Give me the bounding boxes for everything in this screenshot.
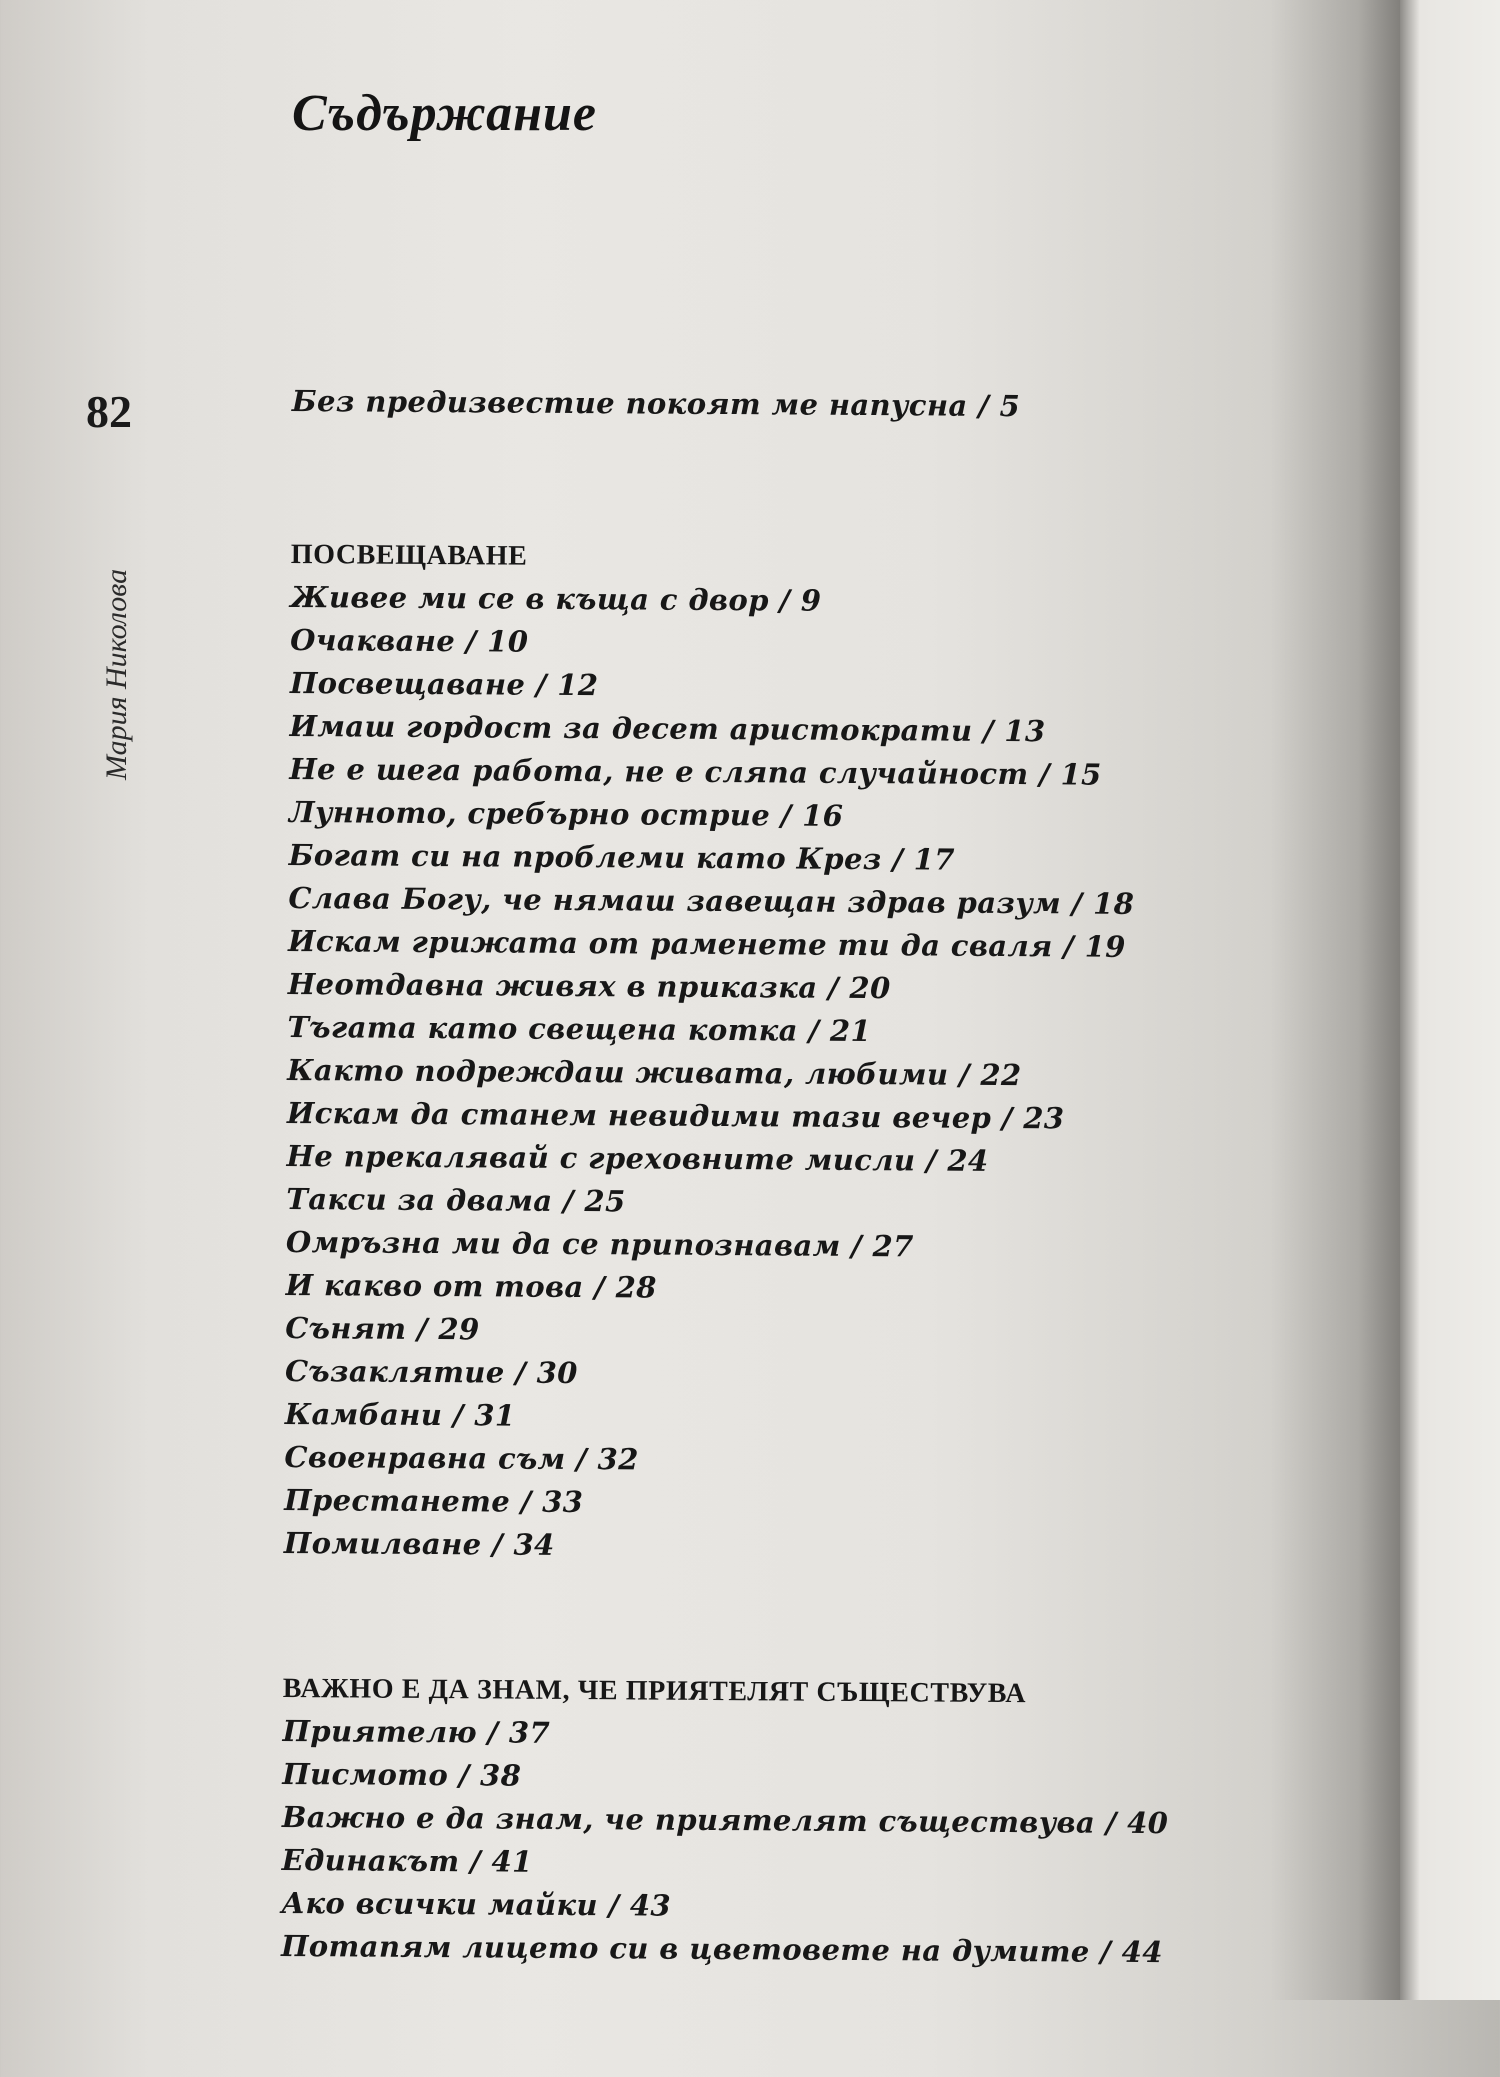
facing-page-edge [1400, 0, 1500, 2000]
toc-entry: Живее ми се в къща с двор / 9 [290, 579, 822, 618]
toc-entry: Потапям лицето си в цветовете на думите / 44 [280, 1928, 1163, 1970]
toc-entry: Омръзна ми да се припознавам / 27 [285, 1224, 914, 1264]
author-name: Мария Николова [100, 568, 133, 780]
toc-entry: Искам грижата от раменете ти да сваля / 19 [287, 923, 1126, 964]
toc-entry: Неотдавна живях в приказка / 20 [287, 966, 891, 1006]
page-number: 82 [86, 386, 132, 437]
toc-section-vazhno-e-da-znam [281, 1667, 1283, 1975]
toc-entry: Тъгата като свещена котка / 21 [287, 1009, 872, 1049]
section-heading: ВАЖНО Е ДА ЗНАМ, ЧЕ ПРИЯТЕЛЯТ СЪЩЕСТВУВА [282, 1672, 1027, 1710]
toc-entry: И какво от това / 28 [285, 1267, 657, 1305]
toc-entry: Не е шега работа, не е сляпа случайност / 15 [289, 751, 1102, 792]
toc-entry: Както подреждаш живата, любими / 22 [287, 1052, 1022, 1093]
toc-entry: Важно е да знам, че приятелят съществува / 40 [281, 1799, 1169, 1841]
toc-entry: Богат си на проблеми като Крез / 17 [288, 837, 956, 877]
toc-entry: Такси за двама / 25 [286, 1181, 626, 1219]
toc-entry: Камбани / 31 [284, 1396, 516, 1433]
toc-entry: Без предизвестие покоят ме напусна / 5 [291, 383, 1021, 424]
toc-entry: Лунното, сребърно острие / 16 [288, 794, 844, 833]
toc-entry: Престанете / 33 [284, 1482, 584, 1520]
toc-entry: Сънят / 29 [285, 1310, 480, 1347]
toc-entry: Очакване / 10 [290, 622, 529, 659]
toc-entry: Имаш гордост за десет аристократи / 13 [289, 708, 1046, 749]
toc-entry: Помилване / 34 [283, 1525, 555, 1562]
toc-entry: Слава Богу, че нямаш завещан здрав разум / 18 [288, 880, 1135, 921]
toc-entry: Единакът / 41 [281, 1842, 533, 1879]
page-title: Съдържание [292, 85, 597, 142]
toc-entry: Съзаклятие / 30 [284, 1353, 578, 1391]
toc-entry: Посвещаване / 12 [289, 665, 599, 703]
table-of-contents [280, 380, 1292, 2077]
toc-entry: Искам да станем невидими тази вечер / 23 [286, 1095, 1065, 1136]
toc-entry: Не прекалявай с греховните мисли / 24 [286, 1138, 989, 1178]
toc-section-posveshtavane [284, 533, 1291, 1572]
toc-entry: Приятелю / 37 [282, 1713, 551, 1750]
toc-entry: Писмото / 38 [282, 1756, 522, 1793]
toc-entry: Ако всички майки / 43 [281, 1885, 672, 1923]
section-heading: ПОСВЕЩАВАНЕ [290, 538, 528, 572]
toc-entry: Своенравна съм / 32 [284, 1439, 639, 1477]
